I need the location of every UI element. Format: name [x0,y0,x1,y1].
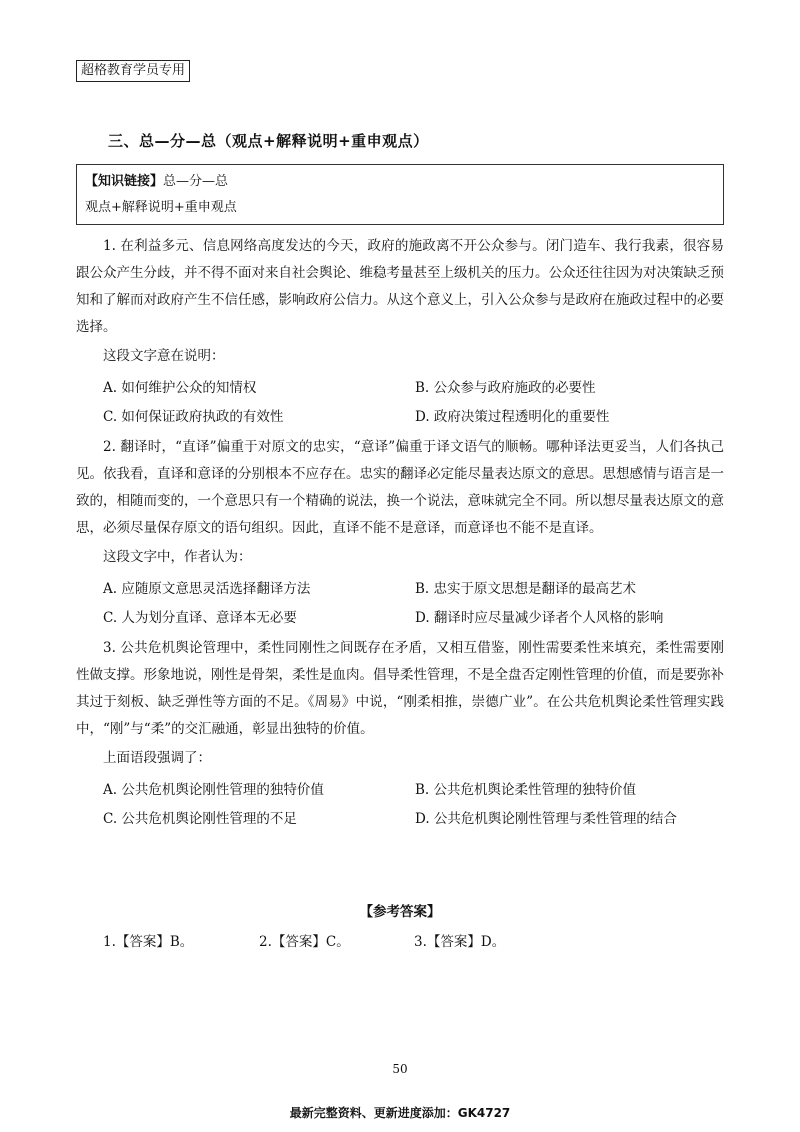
option-d: D. 政府决策过程透明化的重要性 [415,409,610,425]
questions-section [76,233,724,836]
question-passage: 3. 公共危机舆论管理中，柔性同刚性之间既存在矛盾，又相互借鉴，刚性需要柔性来填充，柔性需要刚性做支撑。形象地说，刚性是骨架，柔性是血肉。倡导柔性管理，不是全盘否定刚性管理的价值，而是要弥补其过于刻板、缺乏弹性等方面的不足。《周易》中说，“刚柔相推，崇德广业”。在公共危机舆论柔性管理实践中，“刚”与“柔”的交汇融通，彰显出独特的价值。 [76,640,724,737]
option-d: D. 翻译时应尽量减少译者个人风格的影响 [415,610,664,626]
section-title: 三、总—分—总（观点+解释说明+重申观点） [108,132,429,150]
answer-3: 3.【答案】D。 [414,934,506,950]
question-passage: 1. 在利益多元、信息网络高度发达的今天，政府的施政离不开公众参与。闭门造车、我行我素，很容易跟公众产生分歧，并不得不面对来自社会舆论、维稳考量甚至上级机关的压力。公众还往往因为对决策缺乏预知和了解而对政府产生不信任感，影响政府公信力。从这个意义上，引入公众参与是政府在施政过程中的必要选择。 [76,238,724,335]
option-b: B. 忠实于原文思想是翻译的最高艺术 [415,581,637,597]
option-c: C. 公共危机舆论刚性管理的不足 [103,811,297,827]
question-options [76,575,724,633]
page-number: 50 [392,1062,408,1076]
knowledge-box-line-1 [85,169,715,195]
question-stem: 这段文字意在说明： [103,348,225,364]
knowledge-box-structure: 总—分—总 [163,174,229,189]
usage-badge: 超格教育学员专用 [76,60,190,82]
option-d: D. 公共危机舆论刚性管理与柔性管理的结合 [415,811,677,827]
answer-1: 1.【答案】B。 [103,934,194,950]
question-1 [76,233,724,432]
knowledge-link-box [76,164,724,225]
answers-title: 【参考答案】 [359,904,441,920]
knowledge-box-line-2: 观点+解释说明+重申观点 [85,200,237,215]
question-options [76,374,724,432]
question-passage: 2. 翻译时，“直译”偏重于对原文的忠实，“意译”偏重于译文语气的顺畅。哪种译法更妥当，人们各执己见。依我看，直译和意译的分别根本不应存在。忠实的翻译必定能尽量表达原文的意思。思想感情与语言是一致的，相随而变的，一个意思只有一个精确的说法，换一个说法，意味就完全不同。所以想尽量表达原文的意思，必须尽量保存原文的语句组织。因此，直译不能不是意译，而意译也不能不是直译。 [76,439,724,536]
answer-2: 2.【答案】C。 [259,934,350,950]
option-b: B. 公众参与政府施政的必要性 [415,380,596,396]
footer-note: 最新完整资料、更新进度添加：GK4727 [289,1106,511,1120]
question-3 [76,635,724,834]
knowledge-link-tag: 【知识链接】 [85,174,164,189]
option-c: C. 如何保证政府执政的有效性 [103,409,284,425]
option-a: A. 公共危机舆论刚性管理的独特价值 [103,782,324,798]
question-options [76,776,724,834]
option-b: B. 公共危机舆论柔性管理的独特价值 [415,782,637,798]
question-stem: 上面语段强调了： [103,750,211,766]
option-a: A. 如何维护公众的知情权 [103,380,257,396]
question-stem: 这段文字中，作者认为： [103,549,252,565]
option-c: C. 人为划分直译、意译本无必要 [103,610,297,626]
question-2 [76,434,724,633]
option-a: A. 应随原文意思灵活选择翻译方法 [103,581,311,597]
